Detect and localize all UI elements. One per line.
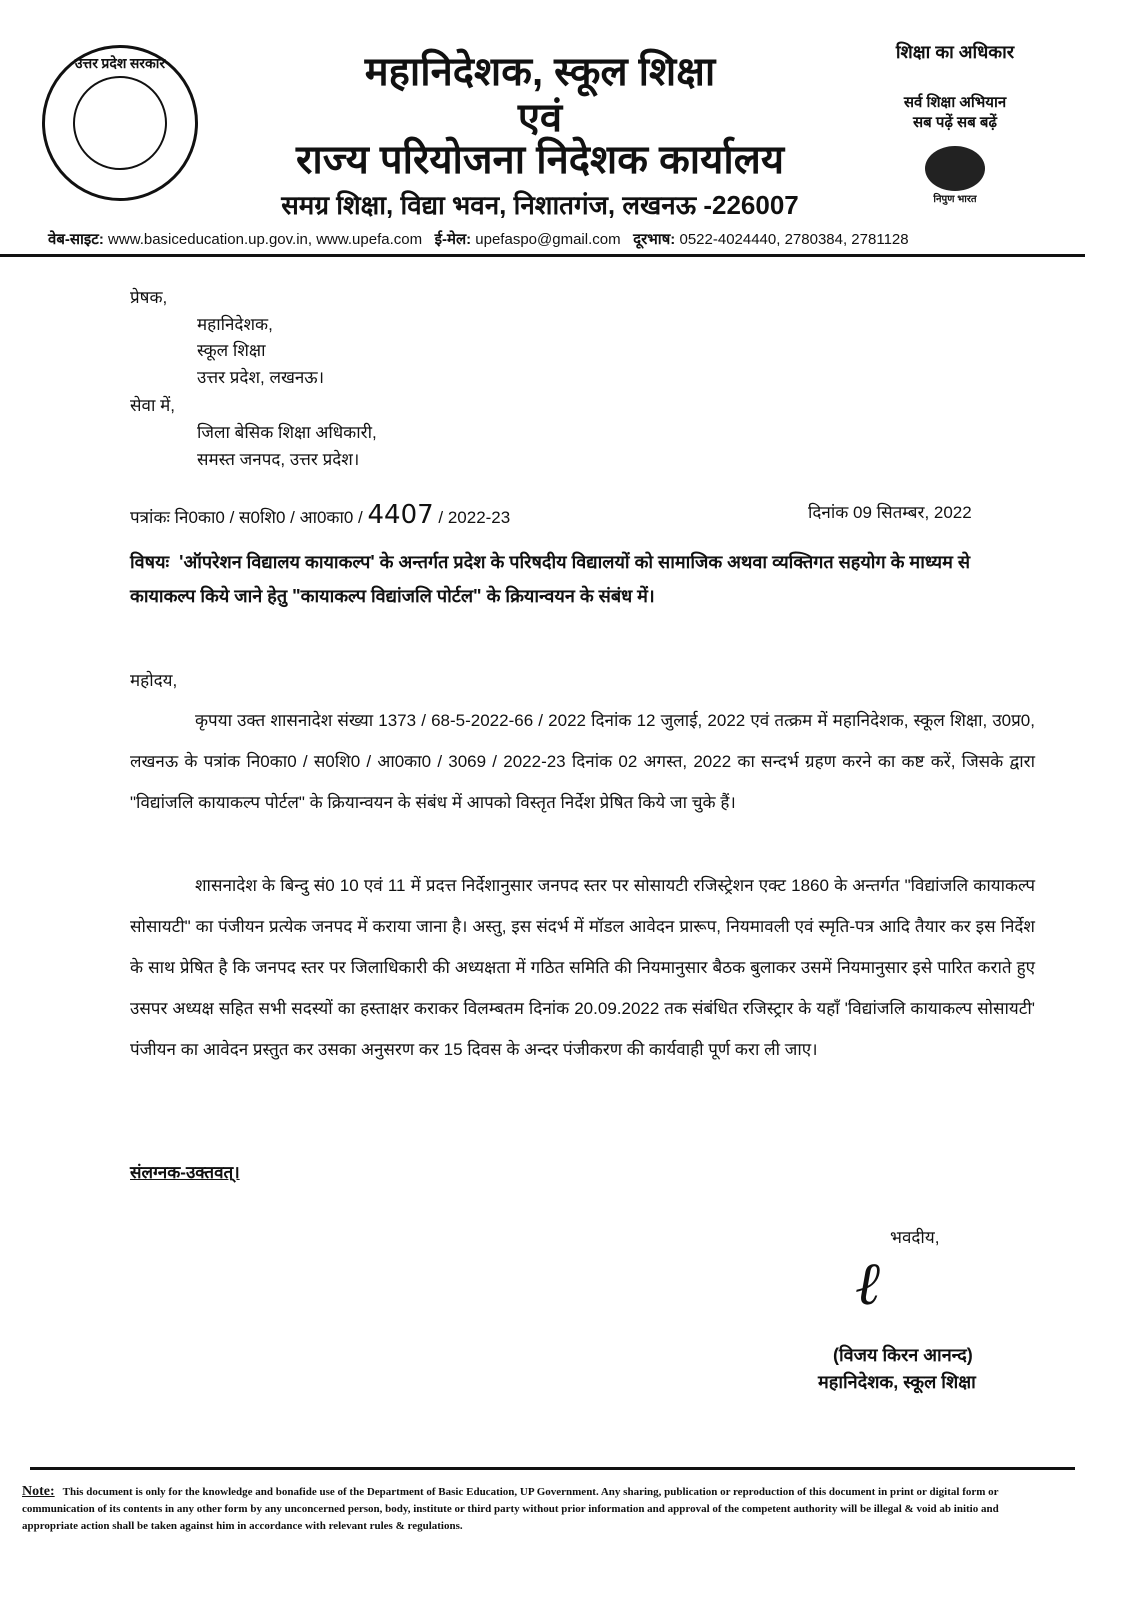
ssa-title: सर्व शिक्षा अभियान [903,94,1007,111]
office-title-line2: एवं [517,96,563,140]
sender-line: स्कूल शिक्षा [197,341,266,360]
footer-divider [30,1467,1075,1470]
email-link[interactable]: upefaspo@gmail.com [475,231,621,248]
up-government-seal-logo [42,45,198,201]
letter-date: दिनांक 09 सितम्बर, 2022 [808,503,972,522]
body-paragraph-1: कृपया उक्त शासनादेश संख्या 1373 / 68-5-2022-66 / 2022 दिनांक 12 जुलाई, 2022 एवं तत्क्रम में महानिदेशक, स्कूल शिक्षा, उ0प्र0, लखनऊ के पत्रांक नि0का0 / स0शि0 / आ0का0 / 3069 / 2022-23 दिनांक 02 अगस्त, 2022 का सन्दर्भ ग्रहण करने का कष्ट करें, जिसके द्वारा "विद्यांजलि कायाकल्प पोर्टल" के क्रियान्वयन के संबंध में आपको विस्तृत निर्देश प्रेषित किये जा चुके हैं। [130,711,1035,812]
reference-prefix: पत्रांकः नि0का0 / स0शि0 / आ0का0 / [130,508,368,527]
contact-line [48,229,909,249]
seal-text: उत्तर प्रदेश सरकार [74,57,166,72]
recipient-line: जिला बेसिक शिक्षा अधिकारी, [197,423,377,442]
recipient-line: समस्त जनपद, उत्तर प्रदेश। [197,450,360,469]
closing: भवदीय, [890,1228,940,1247]
sender-label: प्रेषक, [130,288,168,307]
signature: ℓ [855,1251,880,1317]
subject [130,545,1035,613]
office-title-line1: महानिदेशक, स्कूल शिक्षा [364,50,716,94]
recipient-label: सेवा में, [130,396,175,415]
phone-numbers: 0522-4024440, 2780384, 2781128 [679,231,909,248]
handwritten-ref-number: 4407 [367,500,434,530]
sarva-shiksha-logo [830,30,1080,205]
note-label: Note: [22,1484,55,1499]
nipun-label: निपुण भारत [933,194,977,205]
seal-emblem-icon [73,76,167,170]
reference-number [130,500,510,530]
website-link[interactable]: www.basiceducation.up.gov.in, www.upefa.com [108,231,423,248]
subject-label: विषयः [130,552,170,572]
reference-year: / 2022-23 [433,508,511,527]
office-address: समग्र शिक्षा, विद्या भवन, निशातगंज, लखनऊ -226007 [281,190,799,220]
rte-logo-title: शिक्षा का अधिकार [895,42,1015,62]
note-text: This document is only for the knowledge and bonafide use of the Department of Basic Education, UP Government. Any sharing, publication or reproduction of this document in print or digital form or communication of its contents in any other form by any unconcerned person, body, institute or third party without prior information and approval of the competent authority will be illegal & void ab initio and appropriate action shall be taken against him in accordance with relevant rules & regulations. [22,1486,999,1532]
office-title-line3: राज्य परियोजना निदेशक कार्यालय [295,138,785,182]
ssa-tagline: सब पढ़ें सब बढ़ें [913,114,997,131]
phone-label: दूरभाष: [633,231,676,248]
nipun-bharat-icon [925,146,985,191]
sender-line: महानिदेशक, [197,315,273,334]
header-divider [0,254,1085,257]
enclosure-note: संलग्नक-उक्तवत्। [130,1163,240,1182]
sender-line: उत्तर प्रदेश, लखनऊ। [197,368,325,387]
email-label: ई-मेल: [434,231,472,248]
signatory-title: महानिदेशक, स्कूल शिक्षा [818,1372,976,1392]
subject-text: 'ऑपरेशन विद्यालय कायाकल्प' के अन्तर्गत प्रदेश के परिषदीय विद्यालयों को सामाजिक अथवा व्यक्तिगत सहयोग के माध्यम से कायाकल्प किये जाने हेतु "कायाकल्प विद्यांजलि पोर्टल" के क्रियान्वयन के संबंध में। [130,552,970,606]
salutation: महोदय, [130,671,178,690]
signatory-name: (विजय किरन आनन्द) [833,1345,973,1365]
footer-note [22,1483,1042,1535]
website-label: वेब-साइट: [48,231,104,248]
body-paragraph-2: शासनादेश के बिन्दु सं0 10 एवं 11 में प्रदत्त निर्देशानुसार जनपद स्तर पर सोसायटी रजिस्ट्रेशन एक्ट 1860 के अन्तर्गत "विद्यांजलि कायाकल्प सोसायटी" का पंजीयन प्रत्येक जनपद में कराया जाना है। अस्तु, इस संदर्भ में मॉडल आवेदन प्रारूप, नियमावली एवं स्मृति-पत्र आदि तैयार कर इस निर्देश के साथ प्रेषित है कि जनपद स्तर पर जिलाधिकारी की अध्यक्षता में गठित समिति की नियमानुसार बैठक बुलाकर उसमें नियमानुसार इसे पारित कराते हुए उसपर अध्यक्ष सहित सभी सदस्यों का हस्ताक्षर कराकर विलम्बतम दिनांक 20.09.2022 तक संबंधित रजिस्ट्रार के यहाँ 'विद्यांजलि कायाकल्प सोसायटी' पंजीयन का आवेदन प्रस्तुत कर उसका अनुसरण कर 15 दिवस के अन्दर पंजीकरण की कार्यवाही पूर्ण करा ली जाए। [130,876,1035,1059]
